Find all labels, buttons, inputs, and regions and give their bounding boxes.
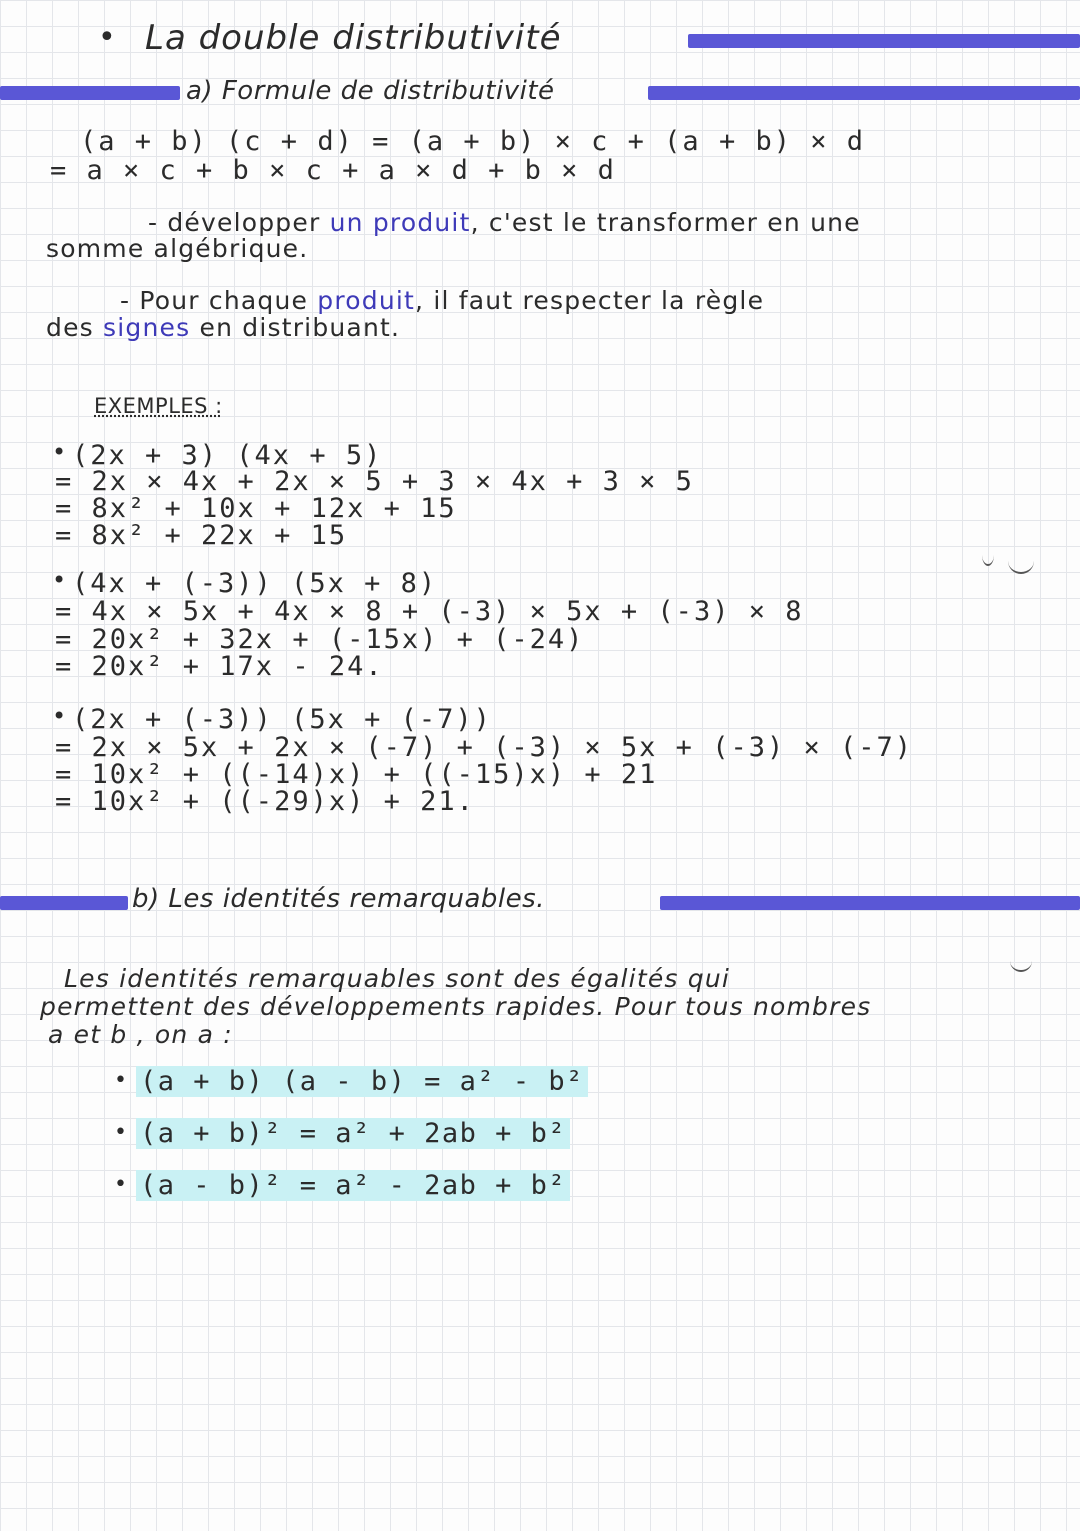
rule-2-line-2-highlight: signes (103, 313, 191, 342)
identity-1-text: (a + b) (a - b) = a² - b² (136, 1066, 588, 1097)
example-1-line-4: = 8x² + 22x + 15 (55, 520, 348, 551)
rule-2-highlight: produit (317, 286, 416, 315)
rule-2-suffix: , il faut respecter la règle (415, 286, 765, 315)
examples-label: EXEMPLES : (94, 394, 223, 418)
example-1-line-1: (2x + 3) (4x + 5) (72, 440, 383, 471)
title-underline-bar (688, 34, 1080, 48)
example-1-line-2: = 2x × 4x + 2x × 5 + 3 × 4x + 3 × 5 (55, 466, 694, 497)
identity-1-bullet: • (114, 1068, 127, 1093)
identity-2-text: (a + b)² = a² + 2ab + b² (136, 1118, 570, 1149)
rule-1-suffix: , c'est le transformer en une (470, 208, 861, 237)
example-2-line-1: (4x + (-3)) (5x + 8) (72, 568, 438, 599)
section-a-bar-left (0, 86, 180, 100)
identity-3 (136, 1170, 570, 1201)
intro-line-2: permettent des développements rapides. Pour tous nombres (40, 992, 872, 1021)
rule-2-line-2 (46, 313, 400, 342)
title-bullet: • (98, 20, 116, 55)
formula-line-1: (a + b) (c + d) = (a + b) × c + (a + b) × d (80, 126, 865, 157)
formula-line-2: = a × c + b × c + a × d + b × d (50, 155, 616, 186)
doodle-mark (1008, 548, 1034, 574)
rule-2-line-2-suffix: en distribuant. (199, 313, 401, 342)
identity-2-bullet: • (114, 1120, 127, 1145)
rule-2 (120, 286, 764, 315)
section-b-bar-left (0, 896, 128, 910)
example-3-line-2: = 2x × 5x + 2x × (-7) + (-3) × 5x + (-3) × (-7) (55, 732, 914, 763)
example-2-bullet: • (52, 566, 67, 594)
example-2-line-2: = 4x × 5x + 4x × 8 + (-3) × 5x + (-3) × 8 (55, 596, 804, 627)
intro-line-1: Les identités remarquables sont des égalités qui (64, 964, 731, 993)
doodle-mark (1010, 950, 1032, 972)
section-a-bar-right (648, 86, 1080, 100)
example-2-line-3: = 20x² + 32x + (-15x) + (-24) (55, 624, 585, 655)
example-3-line-4: = 10x² + ((-29)x) + 21. (55, 786, 475, 817)
rule-2-line-2-prefix: des (46, 313, 94, 342)
rule-1-highlight: un produit (329, 208, 471, 237)
example-3-line-3: = 10x² + ((-14)x) + ((-15)x) + 21 (55, 759, 658, 790)
rule-1 (148, 208, 861, 237)
section-a-heading: a) Formule de distributivité (186, 76, 555, 106)
intro-line-3: a et b , on a : (48, 1020, 233, 1049)
example-2-line-4: = 20x² + 17x - 24. (55, 651, 384, 682)
page-title: La double distributivité (145, 18, 562, 58)
example-3-bullet: • (52, 702, 67, 730)
rule-2-prefix: - Pour chaque (120, 286, 309, 315)
rule-1-line-2: somme algébrique. (46, 234, 309, 263)
example-3-line-1: (2x + (-3)) (5x + (-7)) (72, 704, 492, 735)
section-b-heading: b) Les identités remarquables. (132, 884, 545, 914)
rule-1-prefix: - développer (148, 208, 321, 237)
identity-3-bullet: • (114, 1172, 127, 1197)
identity-2 (136, 1118, 570, 1149)
identity-3-text: (a - b)² = a² - 2ab + b² (136, 1170, 570, 1201)
identity-1 (136, 1066, 588, 1097)
example-1-line-3: = 8x² + 10x + 12x + 15 (55, 493, 457, 524)
doodle-mark (982, 544, 994, 566)
section-b-bar-right (660, 896, 1080, 910)
example-1-bullet: • (52, 438, 67, 466)
